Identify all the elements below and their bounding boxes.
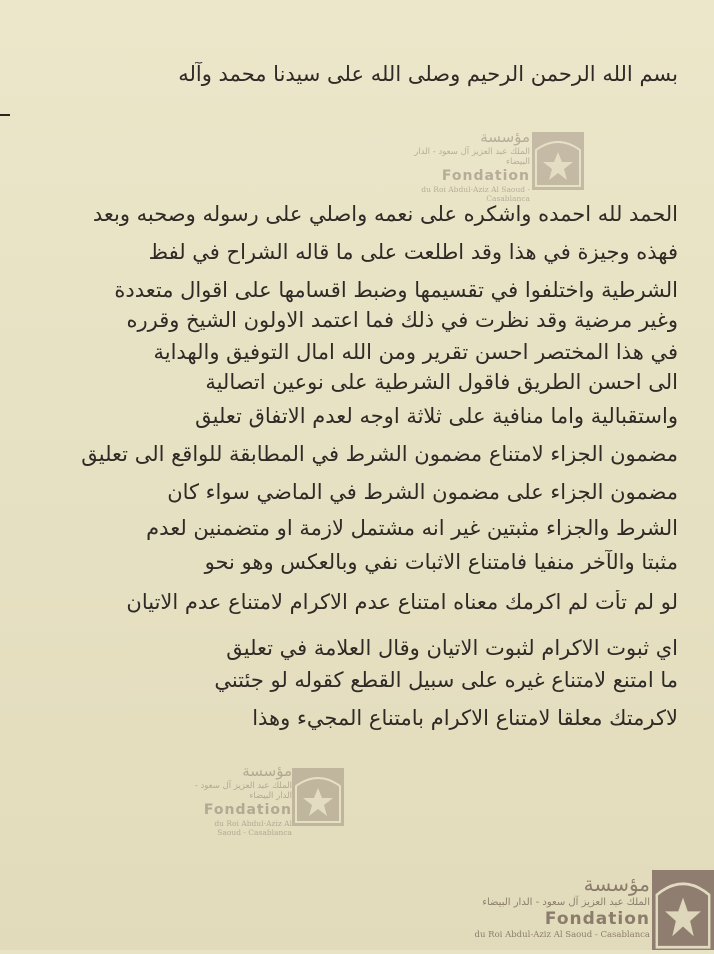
watermark-fr-title: Fondation	[441, 168, 530, 184]
body-line-8: مضمون الجزاء لامتناع مضمون الشرط في المطابقة للواقع الى تعليق	[81, 442, 678, 466]
star-arch-emblem-icon	[532, 132, 584, 190]
watermark-ar-title: مؤسسة	[242, 762, 292, 780]
watermark-ar-subtitle: الملك عبد العزيز آل سعود - الدار البيضاء	[482, 897, 650, 908]
margin-ink-mark	[0, 114, 10, 116]
body-line-12: لو لم تأت لم اكرمك معناه امتناع عدم الاكرام لامتناع عدم الاتيان	[126, 590, 678, 614]
body-line-3: الشرطية واختلفوا في تقسيمها وضبط اقسامها على اقوال متعددة	[114, 278, 678, 302]
body-line-7: واستقبالية واما منافية على ثلاثة اوجه لعدم الاتفاق تعليق	[195, 404, 678, 428]
watermark-ar-subtitle: الملك عبد العزيز آل سعود - الدار البيضاء	[194, 781, 292, 801]
watermark-fr-subtitle: du Roi Abdul-Aziz Al Saoud - Casablanca	[421, 185, 530, 203]
body-line-15: لاكرمتك معلقا لامتناع الاكرام بامتناع المجيء وهذا	[252, 706, 678, 730]
watermark-ar-subtitle: الملك عبد العزيز آل سعود - الدار البيضاء	[414, 147, 530, 167]
watermark-fr-subtitle: du Roi Abdul-Aziz Al Saoud - Casablanca	[214, 819, 292, 837]
star-arch-emblem-icon	[652, 870, 714, 950]
watermark-fr-subtitle: du Roi Abdul-Aziz Al Saoud - Casablanca	[474, 930, 650, 940]
body-line-10: الشرط والجزاء مثبتين غير انه مشتمل لازمة او متضمنين لعدم	[146, 516, 678, 540]
watermark-fr-title: Fondation	[203, 802, 292, 818]
body-line-1: الحمد لله احمده واشكره على نعمه واصلي على رسوله وصحبه وبعد	[92, 202, 678, 226]
body-line-11: مثبتا والآخر منفيا فامتناع الاثبات نفي وبالعكس وهو نحو	[204, 550, 678, 574]
body-line-14: ما امتنع لامتناع غيره على سبيل القطع كقوله لو جئتني	[214, 668, 678, 692]
body-line-4: وغير مرضية وقد نظرت في ذلك فما اعتمد الاولون الشيخ وقرره	[126, 308, 678, 332]
star-arch-emblem-icon	[292, 768, 344, 826]
watermark-middle	[190, 762, 292, 837]
header-line: بسم الله الرحمن الرحيم وصلى الله على سيدنا محمد وآله	[178, 62, 678, 86]
body-line-13: اي ثبوت الاكرام لثبوت الاتيان وقال العلامة في تعليق	[226, 636, 678, 660]
watermark-corner	[442, 872, 650, 940]
watermark-fr-title: Fondation	[544, 909, 650, 929]
body-line-5: في هذا المختصر احسن تقرير ومن الله امال التوفيق والهداية	[153, 340, 678, 364]
body-line-6: الى احسن الطريق فاقول الشرطية على نوعين اتصالية	[205, 370, 678, 394]
watermark-ar-title: مؤسسة	[480, 128, 530, 146]
body-line-9: مضمون الجزاء على مضمون الشرط في الماضي سواء كان	[167, 480, 678, 504]
watermark-ar-title: مؤسسة	[583, 872, 650, 896]
watermark-top	[398, 128, 530, 203]
body-line-2: فهذه وجيزة في هذا وقد اطلعت على ما قاله الشراح في لفظ	[148, 240, 678, 264]
